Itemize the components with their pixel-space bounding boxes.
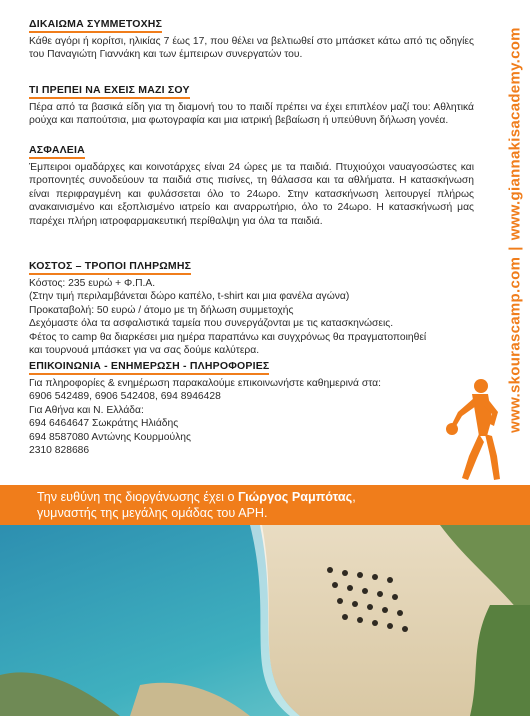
cost-line: Φέτος το camp θα διαρκέσει μια ημέρα παραπάνω και συγχρόνως θα πραγματοποιηθεί: [29, 331, 427, 343]
giannakis-url[interactable]: www.giannakisacademy.com: [506, 27, 524, 241]
cost-line: Προκαταβολή: 50 ευρώ / άτομο με τη δήλωση συμμετοχής: [29, 304, 294, 316]
section-participation: [29, 14, 474, 62]
section-text: Πέρα από τα βασικά είδη για τη διαμονή του το παιδί πρέπει να έχει επιπλέον μαζί του: Αθλητικά ρούχα και παπούτσια, μια φωτογραφία και μια ιατρική βεβαίωση ή υπεύθυνη δήλωση γονέα.: [29, 102, 474, 127]
section-heading: ΚΟΣΤΟΣ – ΤΡΟΠΟΙ ΠΛΗΡΩΜΗΣ: [29, 260, 191, 275]
beach-photo: [0, 525, 530, 716]
basketball-player-silhouette: [432, 378, 514, 486]
skouras-url[interactable]: www.skourascamp.com: [506, 256, 524, 433]
cost-line: Κόστος: 235 ευρώ + Φ.Π.Α.: [29, 278, 156, 289]
organizer-name: Γιώργος Ραμπότας: [237, 490, 353, 504]
section-text: Έμπειροι ομαδάρχες και κοινοτάρχες είναι 24 ώρες με τα παιδιά. Πτυχιούχοι ναυαγοσώστες και προπονητές συνοδεύουν τα παιδιά στις πισίνες, τη θάλασσα και τα αθλήματα. Η κατασκήνωση είναι περιφραγμένη και φυλάσσεται όλο το 24ωρο. Στην κατασκήνωση λειτουργεί πλήρως ανακαινισμένο και εξοπλισμένο ιατρείο και αναρρωτήριο, όλο το 24ωρο. Η κατασκήνωσή μας παρέχει πλήρη ιατροφαρμακευτική περίθαλψη για όλα τα παιδιά.: [29, 162, 474, 227]
contact-line: Για πληροφορίες & ενημέρωση παρακαλούμε επικοινωνήστε καθημερινά στα:: [29, 378, 381, 389]
section-safety: [29, 140, 474, 228]
section-text: Κάθε αγόρι ή κορίτσι, ηλικίας 7 έως 17, που θέλει να βελτιωθεί στο μπάσκετ κάτω από τις οδηγίες του Παναγιώτη Γιαννάκη και των έμπειρων συνεργατών του.: [29, 36, 474, 61]
section-heading: ΤΙ ΠΡΕΠΕΙ ΝΑ ΕΧΕΙΣ ΜΑΖΙ ΣΟΥ: [29, 84, 190, 99]
url-separator: |: [506, 246, 524, 251]
section-heading: ΔΙΚΑΙΩΜΑ ΣΥΜΜΕΤΟΧΗΣ: [29, 18, 162, 33]
section-heading: ΕΠΙΚΟΙΝΩΝΙΑ - ΕΝΗΜΕΡΩΣΗ - ΠΛΗΡΟΦΟΡΙΕΣ: [29, 360, 269, 375]
section-heading: ΑΣΦΑΛΕΙΑ: [29, 144, 85, 159]
section-contact: [29, 356, 474, 457]
organizer-banner: [0, 485, 530, 525]
contact-line: 694 8587080 Αντώνης Κουρμούλης: [29, 431, 191, 443]
contact-line: 6906 542489, 6906 542408, 694 8946428: [29, 391, 221, 403]
banner-line-1: Την ευθύνη της διοργάνωσης έχει ο Γιώργος Ραμπότας,: [37, 490, 356, 504]
cost-line: (Στην τιμή περιλαμβάνεται δώρο καπέλο, t-shirt και μια φανέλα αγώνα): [29, 291, 350, 303]
contact-line: 2310 828686: [29, 445, 90, 457]
cost-line: Δεχόμαστε όλα τα ασφαλιστικά ταμεία που συνεργάζονται με τις κατασκηνώσεις.: [29, 318, 394, 330]
contact-line: 694 6464647 Σωκράτης Ηλιάδης: [29, 418, 179, 430]
cost-line: και τουρνουά μπάσκετ για να σας δούμε καλύτερα.: [29, 345, 260, 357]
contact-line: Για Αθήνα και Ν. Ελλάδα:: [29, 404, 144, 416]
banner-line-2: γυμναστής της μεγάλης ομάδας του ΑΡΗ.: [37, 506, 268, 520]
section-cost: [29, 256, 474, 357]
section-what-to-bring: [29, 80, 474, 128]
